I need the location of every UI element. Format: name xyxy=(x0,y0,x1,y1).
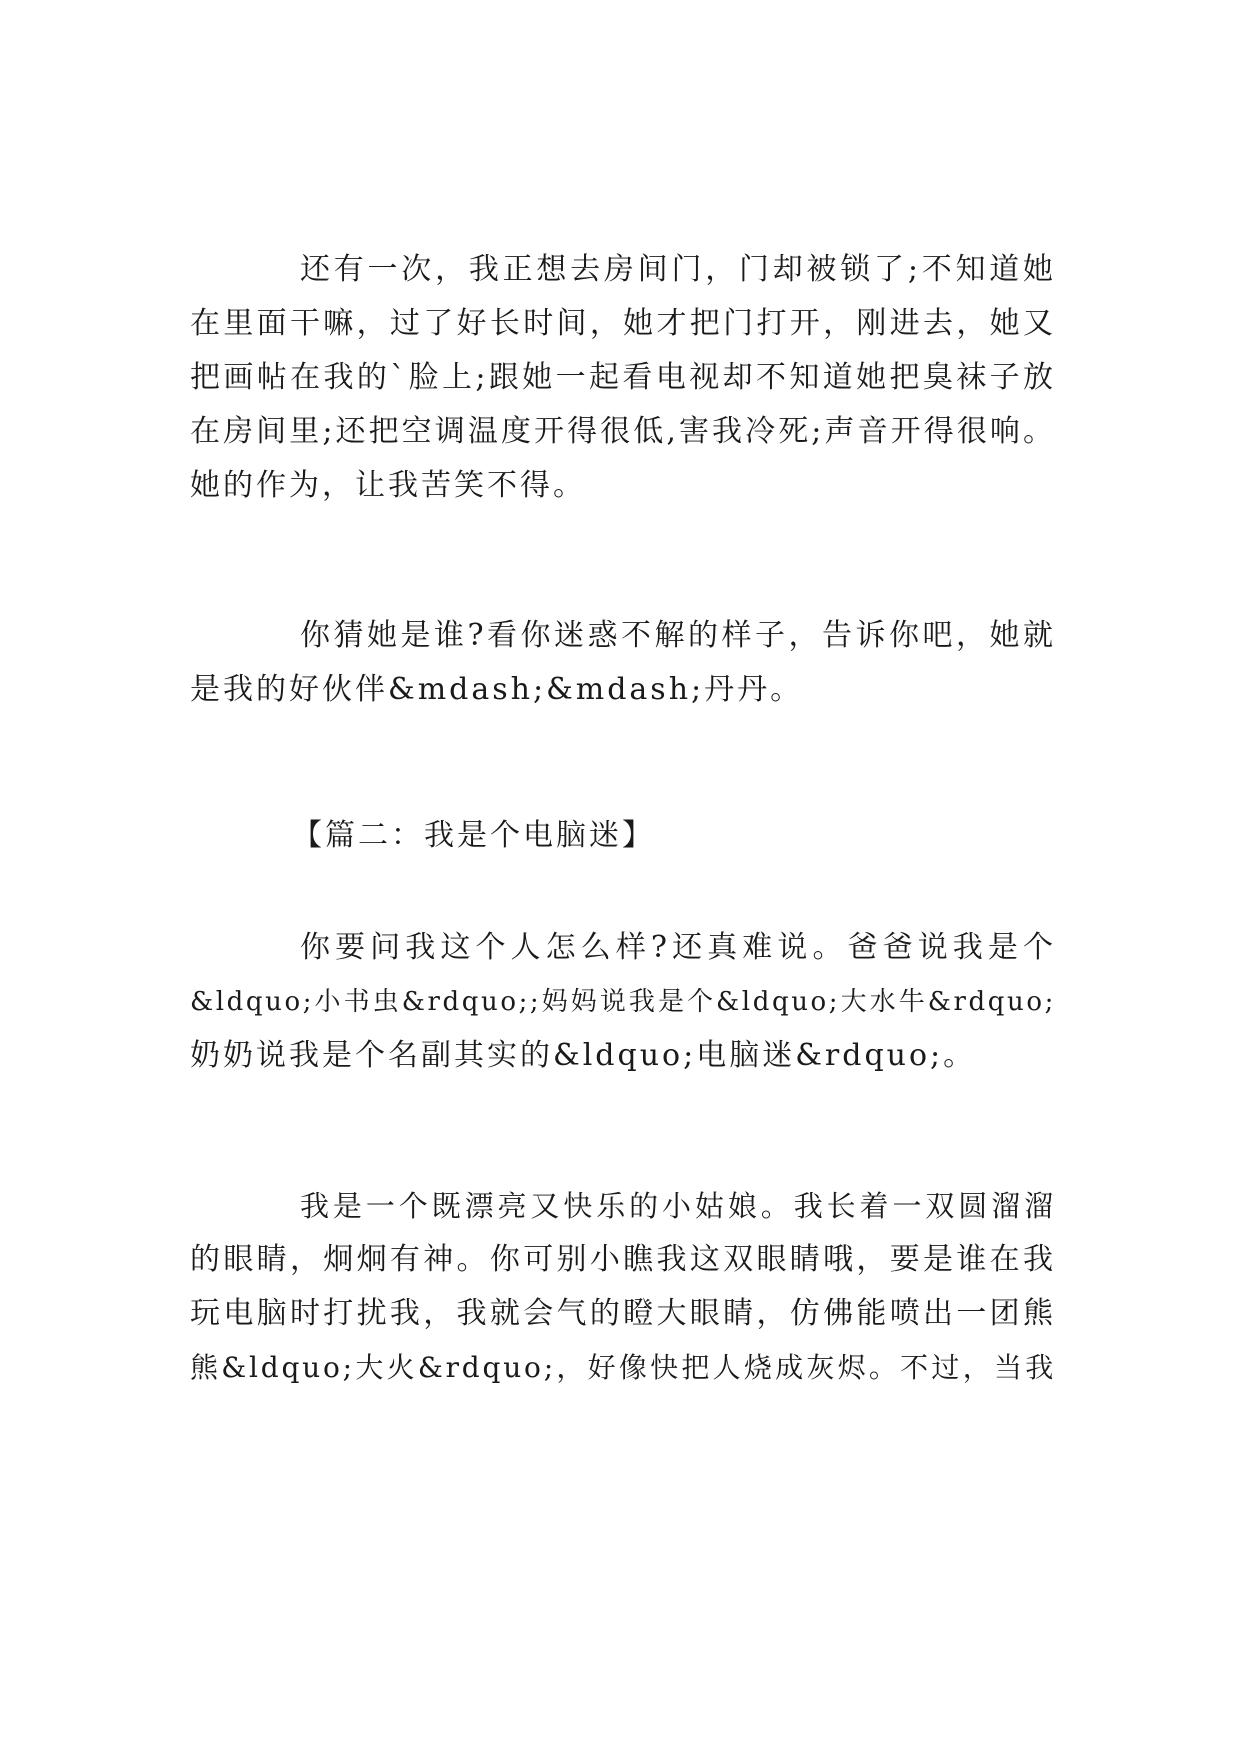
paragraph-3-line-2: &ldquo;小书虫&rdquo;;妈妈说我是个&ldquo;大水牛&rdquo; xyxy=(190,987,1056,1017)
paragraph-4-line-4: 熊&ldquo;大火&rdquo;，好像快把人烧成灰烬。不过，当我 xyxy=(190,1351,1056,1384)
paragraph-1-line-2: 在里面干嘛，过了好长时间，她才把门打开，刚进去，她又 xyxy=(190,306,1056,341)
paragraph-3-line-3: 奶奶说我是个名副其实的&ldquo;电脑迷&rdquo;。 xyxy=(190,1038,977,1073)
paragraph-1-line-1: 还有一次，我正想去房间门，门却被锁了;不知道她 xyxy=(300,252,1056,287)
section-heading: 【篇二：我是个电脑迷】 xyxy=(292,818,655,853)
paragraph-2-line-2: 是我的好伙伴&mdash;&mdash;丹丹。 xyxy=(190,672,804,707)
paragraph-4-line-3: 玩电脑时打扰我，我就会气的瞪大眼睛，仿佛能喷出一团熊 xyxy=(190,1296,1056,1331)
paragraph-1-line-5: 她的作为，让我苦笑不得。 xyxy=(190,468,586,503)
paragraph-3-line-1: 你要问我这个人怎么样?还真难说。爸爸说我是个 xyxy=(300,930,1056,965)
paragraph-4-line-2: 的眼睛，炯炯有神。你可别小瞧我这双眼睛哦，要是谁在我 xyxy=(190,1242,1056,1277)
paragraph-2-line-1: 你猜她是谁?看你迷惑不解的样子，告诉你吧，她就 xyxy=(300,618,1056,653)
paragraph-1-line-4: 在房间里;还把空调温度开得很低,害我冷死;声音开得很响。 xyxy=(190,414,1056,449)
paragraph-4-line-1: 我是一个既漂亮又快乐的小姑娘。我长着一双圆溜溜 xyxy=(300,1189,1056,1223)
paragraph-1-line-3: 把画帖在我的`脸上;跟她一起看电视却不知道她把臭袜子放 xyxy=(190,360,1056,395)
